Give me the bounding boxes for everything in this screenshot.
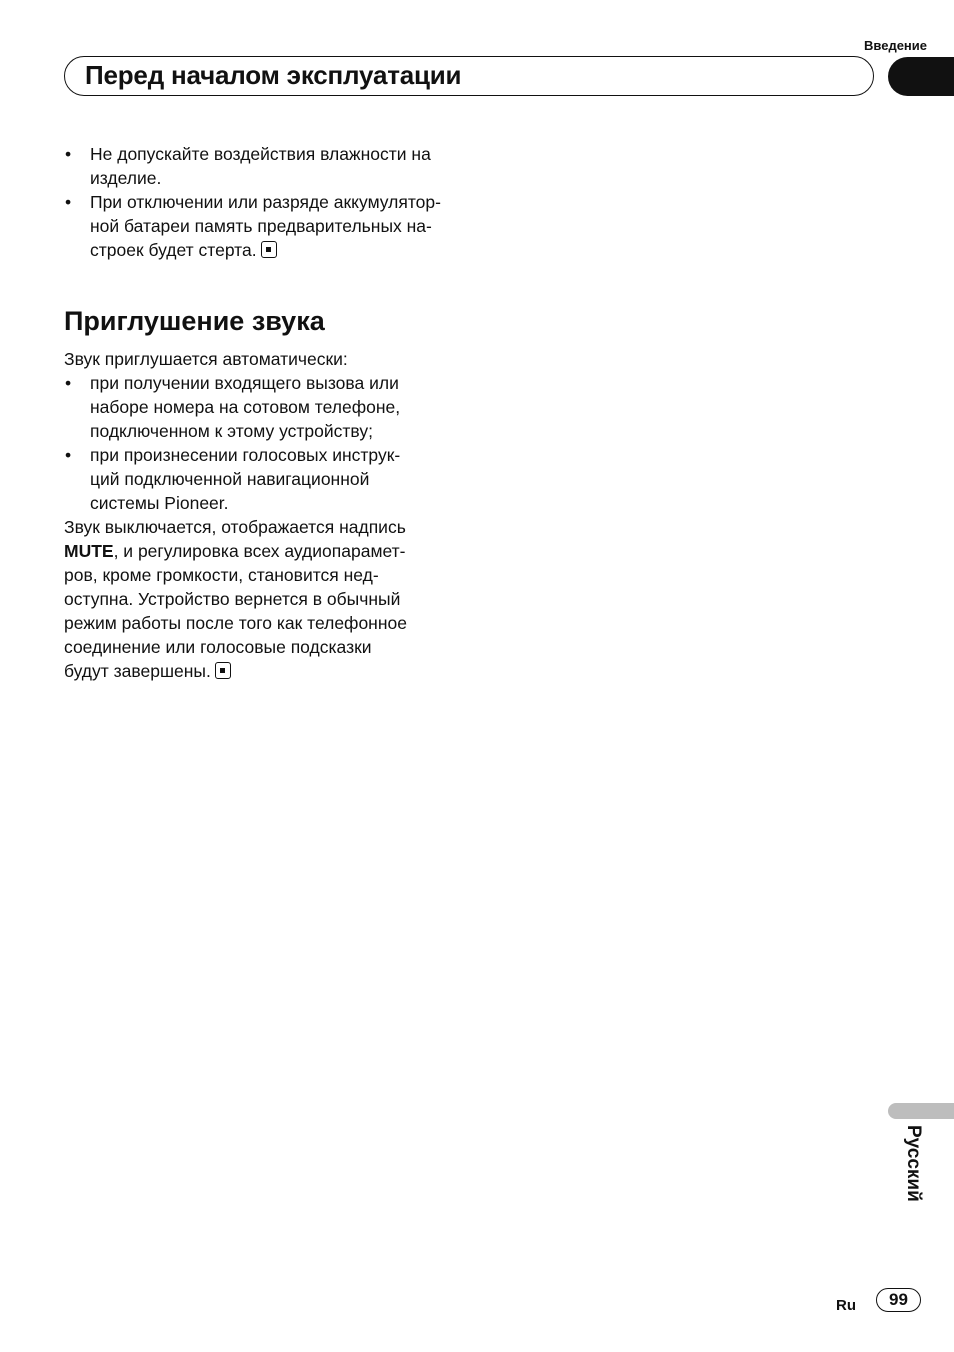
chapter-tab [888, 57, 954, 96]
chapter-title: Перед началом эксплуатации [85, 60, 462, 90]
page-number: 99 [876, 1288, 921, 1312]
mute-section-body [64, 347, 464, 683]
text-line: • Не допускайте воздействия влажности на [90, 144, 431, 164]
text-line: изделие. [90, 168, 162, 188]
mute-keyword: MUTE [64, 541, 114, 561]
chapter-header [64, 56, 874, 96]
text-line: оступна. Устройство вернется в обычный [64, 589, 401, 609]
language-tab [888, 1103, 954, 1119]
language-label: Русский [903, 1125, 924, 1202]
text-line [64, 539, 464, 563]
section-heading: Приглушение звука [64, 306, 325, 336]
text-fragment: будут завершены. [64, 661, 211, 681]
text-line: подключенном к этому устройству; [90, 421, 373, 441]
text-line [90, 238, 464, 262]
list-item [64, 190, 464, 262]
section-label: Введение [864, 38, 927, 53]
end-of-section-icon [261, 241, 277, 258]
text-line: режим работы после того как телефонное [64, 613, 407, 633]
mute-bullet-list [64, 371, 464, 515]
text-line: • при произнесении голосовых инструк- [90, 445, 401, 465]
text-line: ров, кроме громкости, становится нед- [64, 565, 379, 585]
intro-bullet-list [64, 142, 464, 262]
list-item [64, 142, 464, 190]
text-line: ций подключенной навигационной [90, 469, 370, 489]
footer-language-code: Ru [836, 1297, 856, 1314]
text-line: наборе номера на сотовом телефоне, [90, 397, 401, 417]
text-line: • При отключении или разряде аккумулятор- [90, 192, 441, 212]
list-item [64, 371, 464, 443]
text-line: • при получении входящего вызова или [90, 373, 399, 393]
intro-notes [64, 142, 464, 262]
text-line: соединение или голосовые подсказки [64, 637, 372, 657]
text-fragment: строек будет стерта. [90, 240, 257, 260]
body-paragraph [64, 515, 464, 683]
list-item [64, 443, 464, 515]
text-line: ной батареи память предварительных на- [90, 216, 432, 236]
text-line: Звук выключается, отображается надпись [64, 517, 406, 537]
text-fragment: , и регулировка всех аудиопарамет- [113, 541, 406, 561]
lead-paragraph: Звук приглушается автоматически: [64, 349, 348, 369]
text-line [64, 659, 464, 683]
text-line: системы Pioneer. [90, 493, 229, 513]
end-of-section-icon [215, 662, 231, 679]
